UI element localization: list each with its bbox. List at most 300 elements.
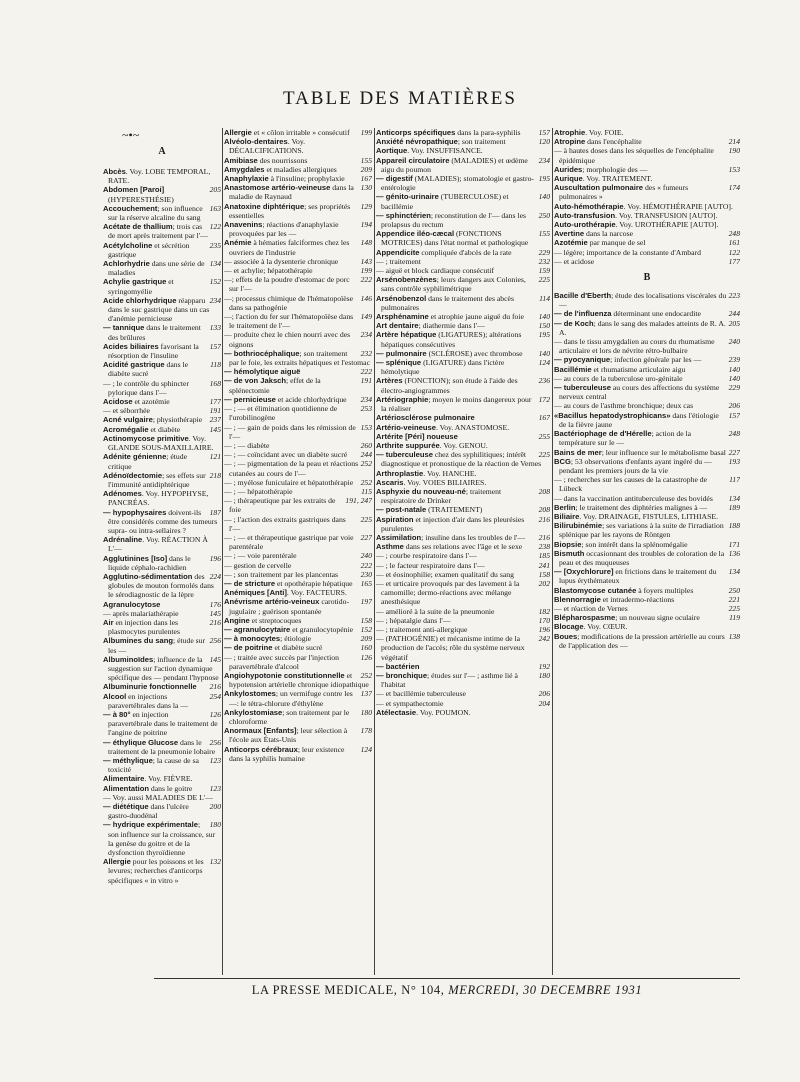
index-entry xyxy=(103,452,221,470)
index-entry xyxy=(376,570,550,579)
page-number: 196 xyxy=(209,553,221,563)
entry-text: et diabète sucré xyxy=(272,643,323,653)
entry-term: — de von Jaksch xyxy=(224,376,287,386)
page-number: 214 xyxy=(728,137,740,147)
page-number: 191 xyxy=(209,406,221,416)
index-entry xyxy=(103,738,221,756)
entry-text: — aiguë et block cardiaque consécutif xyxy=(376,266,495,276)
index-entry xyxy=(224,689,372,707)
entry-text: ; le traitement des diphtéries malignes à — xyxy=(575,502,708,512)
index-entry xyxy=(224,625,372,634)
index-entry xyxy=(224,220,372,238)
entry-term: — pulmonaire xyxy=(376,348,427,358)
index-entry xyxy=(554,429,740,447)
page-number: 229 xyxy=(538,247,550,257)
entry-text: (SCLÉROSE) avec thrombose xyxy=(426,348,523,358)
entry-term: Biliaire xyxy=(554,511,580,521)
entry-term: Artères xyxy=(376,376,403,386)
page-number: 177 xyxy=(728,256,740,266)
index-entry xyxy=(103,434,221,452)
entry-text: ; diathermie dans l'— xyxy=(418,321,485,331)
entry-text: — ; — et élimination quotidienne de l'urobilinogène xyxy=(224,404,338,423)
entry-term: Abdomen [Paroi] xyxy=(103,185,165,195)
index-entry xyxy=(103,360,221,378)
entry-text: par manque de sel xyxy=(587,238,646,248)
entry-text: des nourrissons xyxy=(257,155,308,165)
page-number: 155 xyxy=(538,229,550,239)
journal-name: LA PRESSE MEDICALE, xyxy=(251,983,398,997)
entry-term: Acromégalie xyxy=(103,424,149,434)
entry-text: — légère; importance de la constante d'Ambard xyxy=(554,247,701,257)
page-number: 202 xyxy=(538,578,550,588)
entry-term: Anormaux [Enfants] xyxy=(224,726,297,736)
entry-term: Bacillémie xyxy=(554,364,592,374)
entry-text: (FONCTIONS MOTRICES) dans l'état normal et pathologique xyxy=(381,229,529,248)
entry-term: «Bacillus hepatodystrophicans» xyxy=(554,410,671,420)
index-entry xyxy=(554,355,740,364)
entry-term: Aortique xyxy=(376,146,408,156)
page-number: 195 xyxy=(538,330,550,340)
entry-text: — associée à la dysenterie chronique xyxy=(224,256,339,266)
entry-term: Achylie gastrique xyxy=(103,277,167,287)
page-number: 159 xyxy=(538,266,550,276)
index-entry xyxy=(554,257,740,266)
page-number: 134 xyxy=(209,259,221,269)
index-entry xyxy=(554,586,740,595)
entry-text: — et bacillémie tuberculeuse xyxy=(376,689,466,699)
entry-text: (TUBERCULOSE) et bacillémie xyxy=(381,192,509,211)
index-entry xyxy=(376,708,550,717)
entry-text: dans la para-syphilis xyxy=(455,128,521,137)
page-number: 197 xyxy=(360,597,372,607)
page-number: 218 xyxy=(209,470,221,480)
page-number: 126 xyxy=(209,709,221,719)
entry-term: — pernicieuse xyxy=(224,394,276,404)
page-number: 165 xyxy=(360,578,372,588)
entry-text: et rhumatisme articulaire aigu xyxy=(591,364,686,374)
index-entry xyxy=(376,229,550,247)
entry-text: — ; le facteur respiratoire dans l'— xyxy=(376,560,485,570)
page-number: 180 xyxy=(538,670,550,680)
entry-text: chez des syphilitiques; intérêt diagnostique et pronostique de la réaction de Vernes xyxy=(381,450,542,469)
index-entry xyxy=(554,448,740,457)
entry-text: ; son intérêt dans la splénomégalie xyxy=(581,539,688,549)
entry-term: Artérite [Péri] noueuse xyxy=(376,431,458,441)
entry-text: dans le traitement des brûlures xyxy=(108,323,201,342)
entry-term: — de poitrine xyxy=(224,643,273,653)
index-entry xyxy=(376,137,550,146)
entry-text: ; études sur l'— ; asthme lié à l'habitat xyxy=(381,670,518,690)
entry-term: Blépharospasme xyxy=(554,613,616,623)
page-number: 232 xyxy=(360,348,372,358)
index-entry xyxy=(376,487,550,505)
entry-term: Anastomose artério-veineuse xyxy=(224,183,331,193)
index-entry xyxy=(554,457,740,475)
page-number: 137 xyxy=(360,689,372,699)
index-entry xyxy=(224,708,372,726)
page-number: 180 xyxy=(209,820,221,830)
entry-term: — tuberculeuse xyxy=(376,450,433,460)
entry-term: — à monocytes xyxy=(224,634,281,644)
index-entry xyxy=(103,710,221,738)
page-number: 158 xyxy=(360,615,372,625)
index-entry xyxy=(554,291,740,309)
entry-text: — Voy. aussi MALADIES DE L'— xyxy=(103,792,213,802)
entry-term: — bactérien xyxy=(376,661,420,671)
entry-text: — ; son traitement par les plancentas xyxy=(224,569,338,579)
page-number: 148 xyxy=(360,238,372,248)
entry-text: et injection d'air dans les pleurésies purulentes xyxy=(381,514,525,533)
entry-text: et opothérapie hépatique xyxy=(275,578,353,588)
index-entry xyxy=(103,554,221,572)
entry-text: ; insuline dans les troubles de l'— xyxy=(421,532,526,542)
entry-term: — agranulocytaire xyxy=(224,624,291,634)
page-number: 120 xyxy=(538,137,550,147)
entry-term: Acidose xyxy=(103,397,133,407)
page-number: 124 xyxy=(538,358,550,368)
index-entry xyxy=(103,535,221,553)
page-number: 204 xyxy=(538,698,550,708)
entry-text: . Voy. INSUFFISANCE. xyxy=(407,146,483,156)
entry-term: — post-natale xyxy=(376,505,427,515)
page-number: 216 xyxy=(538,514,550,524)
index-entry xyxy=(376,423,550,432)
index-entry xyxy=(224,597,372,615)
entry-term: Albuminurie fonctionnelle xyxy=(103,682,197,692)
entry-text: — dans le tissu amygdalien au cours du rhumatisme articulaire et lors de névrite rétro-bulbaire xyxy=(554,337,715,356)
page-number: 176 xyxy=(209,599,221,609)
page-number: 124 xyxy=(360,744,372,754)
entry-text: des « fumeurs pulmonaires » xyxy=(559,183,689,202)
index-columns xyxy=(103,128,740,975)
index-entry xyxy=(224,588,372,597)
index-entry xyxy=(103,277,221,295)
page-number: 172 xyxy=(538,394,550,404)
section-letter-b: B xyxy=(643,272,651,284)
page-number: 129 xyxy=(360,201,372,211)
page-number: 140 xyxy=(538,192,550,202)
index-entry xyxy=(554,174,740,183)
entry-term: Bismuth xyxy=(554,548,585,558)
entry-text: — au cours de l'asthme bronchique; deux cas xyxy=(554,401,694,411)
index-entry xyxy=(103,682,221,691)
entry-term: — bothriocéphalique xyxy=(224,348,300,358)
entry-term: Auto-hémothérapie xyxy=(554,201,624,211)
index-entry xyxy=(224,515,372,533)
entry-term: Actinomycose primitive xyxy=(103,433,189,443)
entry-term: Agranulocytose xyxy=(103,599,161,609)
index-entry xyxy=(554,632,740,650)
entry-text: en injection paravertébrale dans le traitement de l'angine de poitrine xyxy=(108,709,218,738)
entry-text: (LIGATURE) dans l'ictère hémolytique xyxy=(381,358,505,377)
entry-text: en injection dans les plasmocytes purulentes xyxy=(108,617,180,637)
entry-term: Artériosclérose pulmonaire xyxy=(376,413,475,423)
index-entry xyxy=(376,192,550,210)
entry-text: — au cours de la tuberculose uro-génitale xyxy=(554,373,683,383)
entry-term: Bains de mer xyxy=(554,447,602,457)
index-entry xyxy=(103,784,221,793)
entry-text: . Voy. CŒUR. xyxy=(583,622,628,632)
entry-term: Arthroplastie xyxy=(376,468,424,478)
entry-term: Aurique xyxy=(554,174,583,184)
index-entry xyxy=(103,406,221,415)
entry-term: Amygdales xyxy=(224,164,265,174)
entry-text: doivent-ils être considérés comme des tumeurs supra- ou intra-sellaires ? xyxy=(108,507,218,535)
entry-term: — splénique xyxy=(376,358,422,368)
entry-text: — et acidose xyxy=(554,256,595,266)
index-entry xyxy=(376,689,550,698)
entry-term: — hydrique expérimentale xyxy=(103,820,198,830)
section-letter-a: A xyxy=(158,146,166,157)
index-entry xyxy=(376,616,550,625)
index-entry xyxy=(224,459,372,477)
entry-text: — ; le contrôle du sphincter pylorique dans l'— xyxy=(103,378,190,397)
index-entry xyxy=(554,337,740,355)
entry-text: dans l'encéphalite xyxy=(585,137,642,147)
index-entry xyxy=(224,183,372,201)
page-number: 221 xyxy=(728,594,740,604)
entry-text: ; traitement respiratoire de Drinker xyxy=(381,486,502,506)
index-entry xyxy=(224,487,372,496)
index-entry xyxy=(224,745,372,763)
page-number: 256 xyxy=(209,636,221,646)
index-entry xyxy=(224,496,372,514)
page-number: 209 xyxy=(360,164,372,174)
page-number: 234 xyxy=(209,295,221,305)
index-entry xyxy=(103,222,221,240)
index-entry xyxy=(224,156,372,165)
index-entry xyxy=(224,395,372,404)
index-entry xyxy=(224,441,372,450)
entry-text: — après malariathérapie xyxy=(103,608,179,618)
entry-term: — éthylique Glucose xyxy=(103,737,179,747)
entry-term: — pyocyanique xyxy=(554,355,611,365)
index-entry xyxy=(103,618,221,636)
entry-text: ; leur sélection à l'école aux États-Unis xyxy=(229,726,348,745)
index-entry xyxy=(103,259,221,277)
entry-text: . Voy. POUMON. xyxy=(416,707,471,717)
index-entry xyxy=(224,671,372,689)
entry-term: Bilirubinémie xyxy=(554,521,603,531)
entry-text: et diabète xyxy=(148,424,181,434)
entry-term: — diététique xyxy=(103,802,149,812)
index-entry xyxy=(376,211,550,229)
index-entry xyxy=(103,636,221,654)
page-number: 241 xyxy=(538,560,550,570)
entry-term: — bronchique xyxy=(376,670,428,680)
index-entry xyxy=(224,349,372,367)
index-entry xyxy=(224,561,372,570)
page-number: 192 xyxy=(538,661,550,671)
page-number: 190 xyxy=(728,146,740,156)
entry-term: Arsphénamine xyxy=(376,312,429,322)
page-number: 222 xyxy=(360,560,372,570)
page-number: 180 xyxy=(360,707,372,717)
entry-term: Appendicite xyxy=(376,247,420,257)
entry-text: et « côlon irritable » consécutif xyxy=(251,128,350,137)
page-footer xyxy=(154,978,740,996)
entry-term: — de Koch xyxy=(554,318,594,328)
entry-text: — et séborrhée xyxy=(103,406,150,416)
entry-text: ; morphologie des — xyxy=(582,164,648,174)
page-number: 240 xyxy=(728,337,740,347)
index-entry xyxy=(224,128,372,137)
index-entry xyxy=(224,634,372,643)
entry-term: Anaphylaxie xyxy=(224,174,269,184)
page-number: 167 xyxy=(360,174,372,184)
page-number: 222 xyxy=(360,275,372,285)
page-number: 185 xyxy=(538,551,550,561)
index-entry xyxy=(224,376,372,394)
index-entry xyxy=(554,309,740,318)
index-entry xyxy=(103,471,221,489)
entry-term: Agglutino-sédimentation xyxy=(103,571,193,581)
page-number: 171 xyxy=(728,539,740,549)
page-number: 225 xyxy=(538,450,550,460)
entry-text: ; effet de la splénectomie xyxy=(229,376,321,395)
index-entry xyxy=(376,266,550,275)
page-number: 240 xyxy=(360,551,372,561)
entry-text: — ; recherches sur les causes de la catastrophe de Lübeck xyxy=(554,475,708,494)
entry-text: . Voy. FIÈVRE. xyxy=(144,774,193,784)
entry-text: — ; thérapeutique par les extraits de foie xyxy=(224,496,336,515)
page-number: 178 xyxy=(360,726,372,736)
page-number: 155 xyxy=(360,155,372,165)
page-number: 242 xyxy=(538,634,550,644)
entry-text: . Voy. GENOU. xyxy=(439,440,488,450)
entry-term: Blastomycose cutanée xyxy=(554,585,637,595)
page-number: 168 xyxy=(209,378,221,388)
entry-text: et atrophie jaune aiguë du foie xyxy=(428,312,524,322)
entry-term: Anticorps spécifiques xyxy=(376,128,456,137)
entry-term: Alvéolo-dentaires xyxy=(224,137,288,147)
page-number: 225 xyxy=(728,603,740,613)
index-entry xyxy=(376,551,550,560)
index-entry xyxy=(376,146,550,155)
entry-text: — et achylie; hépatothérapie xyxy=(224,266,313,276)
index-entry xyxy=(224,478,372,487)
index-entry xyxy=(376,671,550,689)
entry-text: et acide chlorhydrique xyxy=(275,394,347,404)
page-number: 225 xyxy=(360,514,372,524)
column-divider xyxy=(222,128,223,975)
entry-term: Ascaris xyxy=(376,477,404,487)
entry-term: — tannique xyxy=(103,323,145,333)
index-entry xyxy=(554,622,740,631)
index-entry xyxy=(103,793,221,802)
page-number: 244 xyxy=(728,309,740,319)
entry-term: Accouchement xyxy=(103,203,158,213)
entry-term: Abcès xyxy=(103,167,126,176)
entry-text: dans le goitre xyxy=(149,783,193,793)
page-number: 225 xyxy=(538,275,550,285)
entry-text: (LIGATURES); altérations hépatiques consécutives xyxy=(381,330,522,349)
entry-text: ; moyen le moins dangereux pour la réaliser xyxy=(381,394,532,414)
entry-text: — ; — voie parentérale xyxy=(224,551,297,561)
page-number: 237 xyxy=(209,415,221,425)
index-entry xyxy=(376,662,550,671)
page-number: 161 xyxy=(728,238,740,248)
page-number: 206 xyxy=(538,689,550,699)
entry-term: Auto-transfusion xyxy=(554,210,616,220)
index-entry xyxy=(103,600,221,609)
entry-text: . Voy. FACTEURS. xyxy=(286,588,347,598)
entry-term: Allergie xyxy=(224,128,252,137)
entry-text: des globules de mouton formolés dans le sérodiagnostic de la lèpre xyxy=(108,571,214,600)
entry-text: dans la maladie de Raynaud xyxy=(229,183,354,202)
page-number: 160 xyxy=(360,643,372,653)
page-number: 200 xyxy=(209,802,221,812)
index-entry xyxy=(554,521,740,539)
page-number: 140 xyxy=(728,364,740,374)
entry-text: (TRAITEMENT) xyxy=(426,505,483,515)
index-entry xyxy=(103,204,221,222)
index-entry xyxy=(103,342,221,360)
entry-term: Asphyxie du nouveau-né xyxy=(376,486,466,496)
page-number: 208 xyxy=(538,486,550,496)
index-entry xyxy=(224,367,372,376)
entry-text: — ; — diabète xyxy=(224,440,270,450)
entry-text: compliquée d'abcès de la rate xyxy=(419,247,512,257)
entry-text: et azotémie xyxy=(132,397,170,407)
index-entry xyxy=(376,441,550,450)
page-number: 239 xyxy=(728,355,740,365)
entry-term: Alimentation xyxy=(103,783,149,793)
page-number: 232 xyxy=(538,256,550,266)
index-entry xyxy=(103,425,221,434)
page-number: 152 xyxy=(360,624,372,634)
page-number: 256 xyxy=(209,737,221,747)
entry-text: (HYPERESTHÉSIE) xyxy=(108,194,174,204)
index-entry xyxy=(103,756,221,774)
entry-text: ; leurs dangers aux Colonies, sans contrôle syphilimétrique xyxy=(381,275,526,294)
entry-term: Amibiase xyxy=(224,155,258,165)
entry-term: Berlin xyxy=(554,502,576,512)
index-entry xyxy=(224,275,372,293)
index-entry xyxy=(224,238,372,256)
index-entry xyxy=(376,542,550,551)
column-divider xyxy=(374,128,375,975)
index-entry xyxy=(376,469,550,478)
entry-text: (MALADIES) et œdème aigu du poumon xyxy=(381,155,528,174)
page-number: 140 xyxy=(728,373,740,383)
index-entry xyxy=(376,275,550,293)
index-entry xyxy=(554,567,740,585)
entry-text: ; un nouveau signe oculaire xyxy=(615,613,700,623)
index-entry xyxy=(376,413,550,422)
index-entry xyxy=(554,374,740,383)
index-entry xyxy=(554,604,740,613)
entry-text: — ; l'action des extraits gastriques dans l'— xyxy=(224,514,346,533)
entry-text: ; étude des localisations viscérales du — xyxy=(559,291,727,310)
page-number: 191, 247 xyxy=(345,496,372,506)
entry-term: Bacille d'Eberth xyxy=(554,291,612,301)
entry-term: Ankylostomiase xyxy=(224,707,283,717)
page-number: 177 xyxy=(209,397,221,407)
index-entry xyxy=(224,294,372,312)
entry-text: . Voy. TRANSFUSION [AUTO]. xyxy=(615,210,718,220)
page-number: 216 xyxy=(538,532,550,542)
entry-term: Ankylostomes xyxy=(224,689,276,699)
index-entry xyxy=(554,220,740,229)
page-number: 227 xyxy=(728,447,740,457)
index-entry xyxy=(554,595,740,604)
index-entry xyxy=(103,415,221,424)
footer-text xyxy=(154,983,740,998)
entry-text: — ; courbe respiratoire dans l'— xyxy=(376,551,477,561)
entry-text: ; ses effets sur l'immunité antidiphtérique xyxy=(108,470,206,489)
index-entry xyxy=(554,401,740,410)
